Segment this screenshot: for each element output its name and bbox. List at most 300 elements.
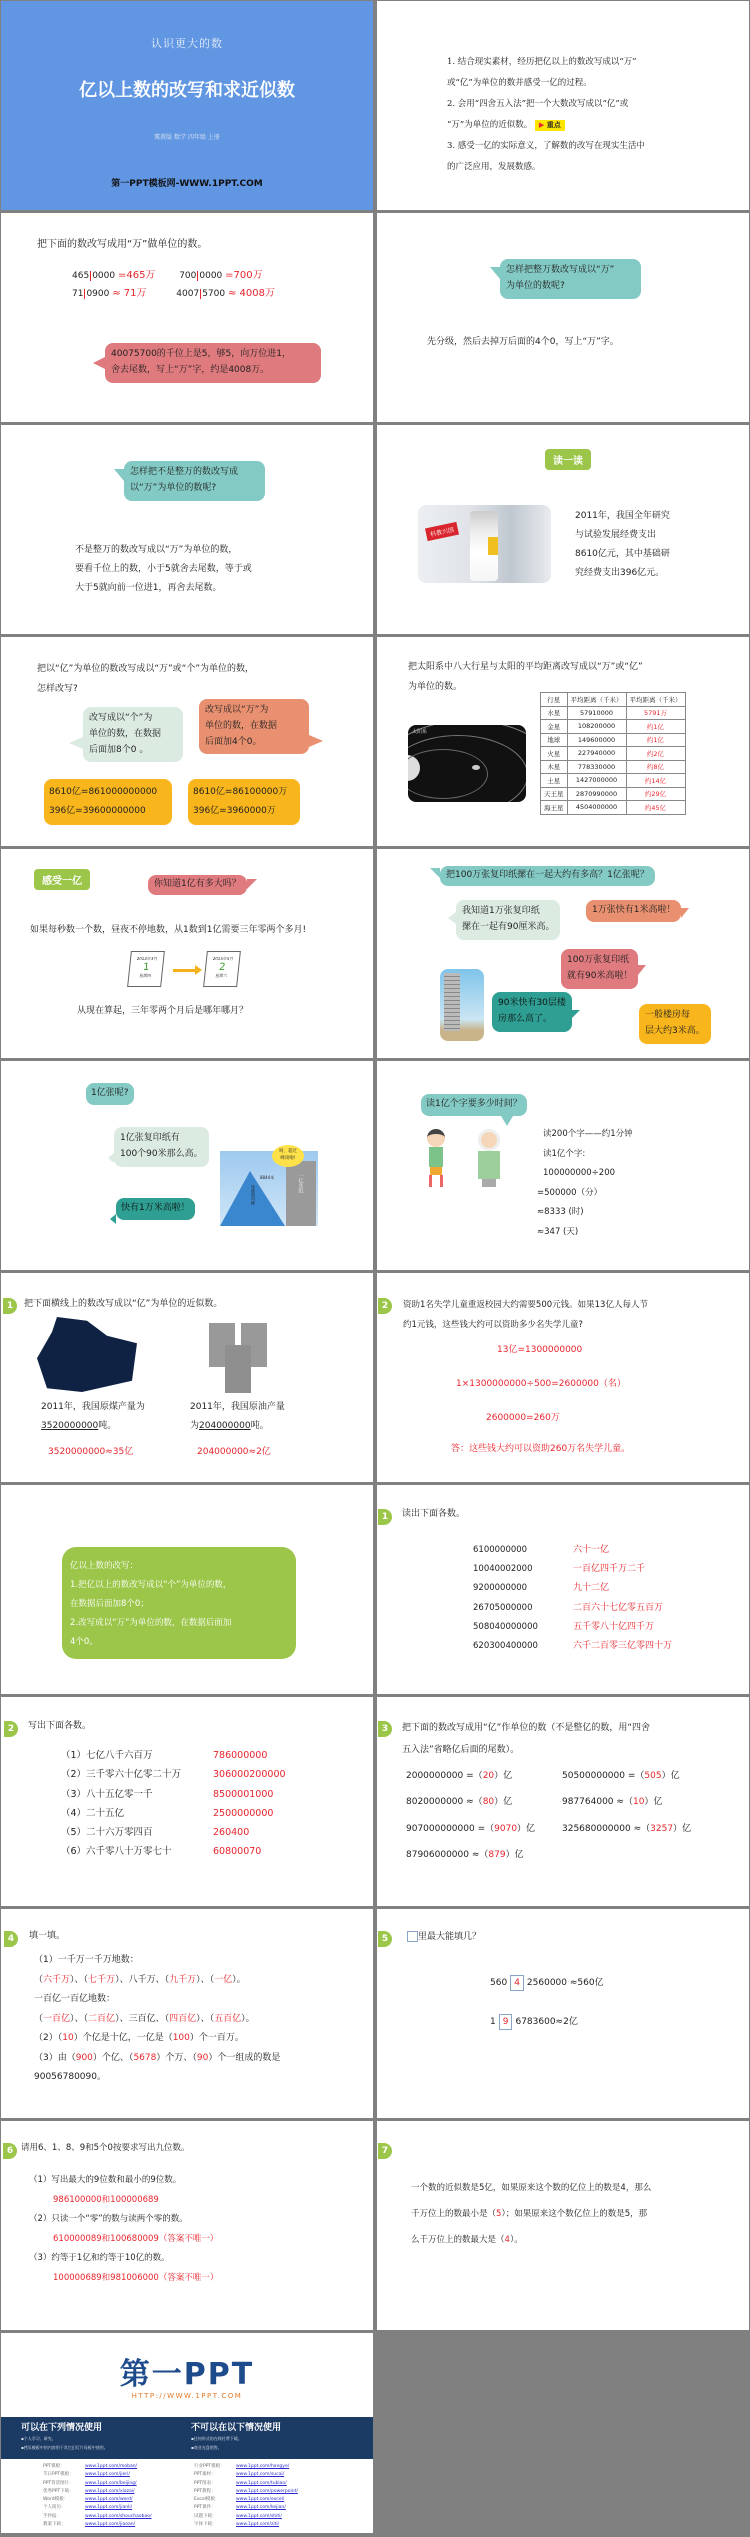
answer: 九千万 <box>169 1974 197 1985</box>
body-line: 一个数的近似数是5亿，如果原来这个数的亿位上的数是4，那么 <box>411 2183 652 2193</box>
calendar-day: 2 <box>218 962 226 973</box>
link-row <box>43 2496 151 2504</box>
operator: ≈（ <box>633 1824 651 1834</box>
bubble-line: 怎样把不是整万的数改写成 <box>130 467 239 477</box>
link-label: PPT背景图片： <box>43 2480 74 2486</box>
building-image <box>440 969 484 1041</box>
slide-13-coal-oil[interactable] <box>1 1273 373 1482</box>
number: 508040000000 <box>473 1621 538 1632</box>
prompt-line: 约1元钱，这些钱大约可以资助多少名失学儿童? <box>403 1320 583 1330</box>
chinese-number: （2）三千零六十亿零二十万 <box>61 1769 182 1781</box>
bubble-wan <box>199 699 309 754</box>
link-label: 手抄报： <box>43 2513 61 2519</box>
stack-label: 一亿张纸 <box>297 1173 304 1193</box>
slide-6-read[interactable] <box>377 425 749 634</box>
table-row <box>541 760 686 774</box>
time-question: 从现在算起，三年零两个月后是哪年哪月？ <box>77 1006 249 1016</box>
table-row <box>541 720 686 734</box>
link-label: PPT模板： <box>43 2464 65 2469</box>
arrow-head-icon <box>195 965 202 975</box>
link-jieri[interactable]: www.1ppt.com/jieri/ <box>85 2472 130 2478</box>
rule-line: 不是整万的数改写成以“万”为单位的数， <box>75 545 238 555</box>
number-part: 0900 <box>86 289 110 299</box>
counting-fact: 如果每秒数一个数，昼夜不停地数，从1数到1亿需要三年零两个多月! <box>30 925 307 935</box>
link-label: 字体下载： <box>194 2522 217 2528</box>
rewrite-item <box>406 1848 524 1862</box>
slide-11-yi-sheets[interactable] <box>1 1061 373 1270</box>
answer: 一亿 <box>214 1974 233 1985</box>
slide-23-credits[interactable] <box>1 2333 373 2533</box>
bubble-text: 1亿张呢? <box>91 1088 129 1098</box>
text: ）、（ <box>70 2013 89 2024</box>
calendar-head: 2012年3月 <box>136 956 158 961</box>
exercise-prompt: 写出下面各数。 <box>28 1721 92 1731</box>
exercise-prompt <box>403 1295 648 1335</box>
answer: 100000689和981006000（答案不唯一） <box>53 2272 219 2283</box>
text: ）。 <box>232 1974 246 1985</box>
slide-4-whole-wan[interactable] <box>377 213 749 422</box>
answer: 786000000 <box>213 1750 268 1761</box>
answer: 20 <box>482 1771 495 1781</box>
exercise-number-badge: 7 <box>378 2143 392 2159</box>
underlined-number: 204000000 <box>199 1421 251 1431</box>
bubble-line: 单位的数，在数据 <box>89 728 162 739</box>
rule-line: 大于5就向前一位进1，再舍去尾数。 <box>75 583 222 593</box>
unit: 吨。 <box>250 1421 269 1431</box>
exercise-prompt <box>402 1717 650 1761</box>
text-line: 2011年，我国全年研究 <box>575 511 670 521</box>
objective-text: “万”为单位的近似数。 <box>447 120 533 130</box>
slide-21-nine-digit[interactable] <box>1 2121 373 2330</box>
question-bubble <box>440 866 655 886</box>
lab-photo <box>418 505 551 583</box>
result-line: 8610亿=86100000万 <box>193 787 288 797</box>
site-watermark: 第一PPT模板网-WWW.1PPT.COM <box>111 179 263 189</box>
number-part: 6783600≈2亿 <box>515 2017 578 2027</box>
bubble-line: 一般楼房每 <box>645 1010 691 1020</box>
exercise-number-badge: 4 <box>4 1931 18 1947</box>
exclaim-cloud <box>272 1145 304 1167</box>
link-hangye[interactable]: www.1ppt.com/hangye/ <box>236 2464 290 2469</box>
text: （ <box>34 1974 44 1985</box>
number: 9200000000 <box>473 1583 528 1594</box>
prompt-line: 把以“亿”为单位的数改写成以“万”或“个”为单位的数， <box>37 664 254 674</box>
bubble-90m <box>561 949 638 989</box>
reading: 六十一亿 <box>573 1545 610 1555</box>
link-shiti[interactable]: www.1ppt.com/shiti/ <box>236 2513 282 2519</box>
slide-9-feel-yi[interactable] <box>1 849 373 1058</box>
exercise-number-badge: 3 <box>378 1721 392 1737</box>
exercise-number-badge: 2 <box>4 1721 18 1737</box>
link-beijing[interactable]: www.1ppt.com/beijing/ <box>85 2480 137 2486</box>
number-part: 560 <box>490 1978 508 1988</box>
rewrite-item <box>562 1822 691 1836</box>
link-label: 试题下载： <box>194 2513 217 2519</box>
cell: 4504000000 <box>567 801 626 815</box>
text: ）、八千万、（ <box>115 1974 170 1985</box>
bubble-line: 以“万”为单位的数呢? <box>130 482 217 493</box>
bubble-text: 把100万张复印纸摞在一起大约有多高？1亿张呢？ <box>446 870 649 880</box>
bubble-text: 1万张快有1米高啦！ <box>592 905 676 915</box>
feel-yi-tag: 感受一亿 <box>34 869 90 890</box>
link-word[interactable]: www.1ppt.com/word/ <box>85 2497 133 2503</box>
planet-distance-table <box>540 692 686 815</box>
operator: ≈（ <box>471 1850 489 1860</box>
slide-18-rewrite-yi[interactable] <box>377 1697 749 1906</box>
link-xiazai[interactable]: www.1ppt.com/xiazai/ <box>85 2488 135 2494</box>
link-row <box>194 2521 298 2529</box>
coal-fact <box>41 1398 145 1436</box>
box-ge-results <box>44 779 172 825</box>
table-row <box>541 787 686 801</box>
answer-box: 4 <box>510 1975 524 1991</box>
answer: 100 <box>172 2033 190 2043</box>
slide-3-rewrite-wan[interactable] <box>1 213 373 422</box>
header-cell: 平均距离（千米） <box>567 693 626 707</box>
answer-box: 9 <box>499 2014 513 2030</box>
number: 907000000000 <box>406 1824 475 1834</box>
solution-step: 13亿=1300000000 <box>497 1345 583 1355</box>
answer: 六千万 <box>43 1974 71 1985</box>
approx-body <box>411 2175 651 2253</box>
fact-line: 2011年，我国原油产量 <box>190 1402 285 1412</box>
text: ）；如果原来这个数亿位上的数是5，那 <box>501 2209 648 2219</box>
rewrite-item <box>562 1795 662 1809</box>
solution-step: 1×1300000000÷500=2600000（名） <box>456 1379 626 1389</box>
fill-line: 90056780090。 <box>34 2072 106 2082</box>
link-tubiao[interactable]: www.1ppt.com/tubiao/ <box>236 2480 287 2486</box>
prompt-line: 为单位的数。 <box>408 682 463 692</box>
cell: 海王星 <box>541 801 568 815</box>
cell: 天王星 <box>541 787 568 801</box>
digit-equation <box>490 1975 604 1991</box>
table-row <box>541 801 686 815</box>
calc-line: ≈347 (天) <box>537 1226 579 1237</box>
text: ）个一百万。 <box>189 2033 244 2043</box>
operator: =（ <box>627 1771 645 1781</box>
link-moban[interactable]: www.1ppt.com/moban/ <box>85 2464 138 2469</box>
slide-7-yi-to-wan[interactable] <box>1 637 373 846</box>
number-part: 700 <box>179 271 197 281</box>
answer: =465万 <box>117 270 156 281</box>
answer: 9070 <box>494 1824 518 1834</box>
box-wan-results <box>188 779 300 825</box>
objective-line-with-badge <box>447 115 645 136</box>
calc-line: =500000（分） <box>537 1187 603 1198</box>
link-row <box>194 2513 298 2521</box>
answer: =700万 <box>225 270 263 281</box>
links-right <box>194 2463 298 2529</box>
summary-line: 1.把亿以上的数改写成以“个”为单位的数， <box>70 1580 232 1590</box>
cell: 约29亿 <box>626 787 685 801</box>
link-label: 节日PPT模板： <box>43 2472 74 2478</box>
slide-22-approx[interactable] <box>377 2121 749 2330</box>
fact-line: 2011年，我国原煤产量为 <box>41 1402 145 1412</box>
calculation <box>537 1125 633 1242</box>
prompt-line: 资助1名失学儿童重返校园大约需要500元钱。如果13亿人每人节 <box>403 1300 648 1310</box>
bubble-line: 后面加4个0。 <box>205 736 262 747</box>
operator: =（ <box>477 1824 495 1834</box>
logo-url: HTTP://WWW.1PPT.COM <box>131 2392 243 2400</box>
link-shouchaobao[interactable]: www.1ppt.com/shouchaobao/ <box>85 2513 152 2519</box>
answer: 七千万 <box>88 1974 116 1985</box>
number-part: 5700 <box>202 289 226 299</box>
text: ）个万、（ <box>156 2052 197 2063</box>
objective-line: 3. 感受一亿的实际意义，了解数的改写在现实生活中 <box>447 141 645 151</box>
reading: 六千二百零三亿零四十万 <box>573 1641 673 1652</box>
flag-icon: ▶ <box>538 121 545 129</box>
text-line: 与试验发展经费支出 <box>575 530 657 540</box>
link-kejian[interactable]: www.1ppt.com/kejian/ <box>236 2505 286 2511</box>
number-list <box>473 1541 538 1656</box>
height-label: 8844米 <box>260 1175 275 1180</box>
rewrite-item <box>406 1822 535 1836</box>
slide-10-paper-height[interactable] <box>377 849 749 1058</box>
calendar-start-icon <box>127 951 165 987</box>
boy-figure <box>423 1129 449 1194</box>
cell: 约8亿 <box>626 760 685 774</box>
link-label: PPT素材： <box>194 2472 216 2478</box>
link-jianli[interactable]: www.1ppt.com/jianli/ <box>85 2505 133 2511</box>
link-row <box>43 2488 151 2496</box>
number-part: 2560000 ≈560亿 <box>526 1978 604 1988</box>
slide-20-max-digit[interactable] <box>377 1909 749 2118</box>
mountain-name: 珠穆朗玛峰 <box>251 1185 256 1205</box>
cell: 2870990000 <box>567 787 626 801</box>
cell: 木星 <box>541 760 568 774</box>
exercise-prompt: 请用6、1、8、9和5个0按要求写出九位数。 <box>21 2143 190 2153</box>
answer: 610000089和100680009（答案不唯一） <box>53 2233 219 2244</box>
link-powerpoint[interactable]: www.1ppt.com/powerpoint/ <box>236 2488 298 2494</box>
cell: 约45亿 <box>626 801 685 815</box>
slide-19-fill-in[interactable] <box>1 1909 373 2118</box>
summary-line: 4个0。 <box>70 1637 98 1647</box>
bubble-line: 我知道1万张复印纸 <box>462 906 540 916</box>
slide-15-summary[interactable] <box>1 1485 373 1694</box>
reading: 一百亿四千万二千 <box>573 1564 646 1575</box>
cell: 约1亿 <box>626 733 685 747</box>
calendar-head: 2015年5月 <box>212 956 234 961</box>
link-excel[interactable]: www.1ppt.com/excel/ <box>236 2497 285 2503</box>
fill-line <box>34 2029 280 2049</box>
slide-14-donation[interactable] <box>377 1273 749 1482</box>
text: 千万位上的数最小是（ <box>411 2209 497 2219</box>
calc-line: 读1亿个字: <box>543 1148 586 1159</box>
oil-fact <box>190 1398 285 1436</box>
exercise-number-badge: 5 <box>378 1931 392 1947</box>
answer: 四百亿 <box>169 2013 197 2024</box>
header-cell: 行星 <box>541 693 568 707</box>
prefix: 为 <box>190 1421 200 1431</box>
link-row <box>43 2513 151 2521</box>
bubble-line: 1亿张复印纸有 <box>120 1133 180 1143</box>
read-tag: 读一读 <box>545 449 591 470</box>
text: ）、（ <box>196 1974 215 1985</box>
oil-barrels-image <box>209 1323 275 1393</box>
text-line: 8610亿元，其中基础研 <box>575 549 670 559</box>
answer: 505 <box>644 1771 662 1781</box>
bubble-line: 100万张复印纸 <box>567 955 630 965</box>
reading-list <box>573 1541 672 1656</box>
bubble-3m-floor <box>639 1004 711 1044</box>
answer: 90 <box>196 2052 209 2063</box>
result-line: 8610亿=861000000000 <box>49 787 158 797</box>
cannot-use-title: 不可以在以下情况使用 <box>191 2423 282 2433</box>
text-line: 究经费支出396亿元。 <box>575 568 665 578</box>
link-jiaoan[interactable]: www.1ppt.com/jiaoan/ <box>85 2522 136 2528</box>
unit: ）亿 <box>517 1824 536 1834</box>
number: 987764000 <box>562 1797 614 1807</box>
link-label: PPT教程： <box>194 2488 216 2494</box>
text: ）。 <box>509 2235 523 2245</box>
operator: =（ <box>466 1771 483 1781</box>
paper-stack-shape <box>286 1161 316 1226</box>
rewrite-rows <box>72 267 275 303</box>
rewrite-row <box>72 285 275 303</box>
fact-line <box>41 1417 145 1436</box>
rule-text <box>75 541 252 598</box>
answer: 2500000000 <box>213 1807 274 1819</box>
answer: 5678 <box>133 2052 157 2063</box>
exercise-number-badge: 2 <box>378 1298 392 1314</box>
link-row <box>194 2471 298 2479</box>
cell: 778330000 <box>567 760 626 774</box>
reading: 五千零八十亿四千万 <box>573 1621 655 1632</box>
bubble-line: 100个90米那么高。 <box>120 1148 203 1159</box>
bubble-line: 改写成以“个”为 <box>89 713 153 723</box>
cell: 约1亿 <box>626 720 685 734</box>
cell: 地球 <box>541 733 568 747</box>
calc-line: 100000000÷200 <box>543 1168 616 1178</box>
sub-question: （1）写出最大的9位数和最小的9位数。 <box>29 2175 182 2185</box>
unit: ）亿 <box>494 1797 513 1807</box>
link-label: PPT图表： <box>194 2480 216 2486</box>
number: 50500000000 <box>562 1771 625 1781</box>
unit: ）亿 <box>644 1797 663 1807</box>
cell: 土星 <box>541 774 568 788</box>
result-line: 396亿=39600000000 <box>49 806 146 816</box>
body-line <box>411 2201 651 2227</box>
answer: 60800070 <box>213 1846 262 1858</box>
operator: ≈（ <box>616 1797 633 1807</box>
bubble-ge <box>83 707 183 762</box>
bubble-line: 摞在一起有90厘米高。 <box>462 921 555 932</box>
calc-line: 读200个字——约1分钟 <box>543 1129 633 1139</box>
link-row <box>43 2471 151 2479</box>
table-row <box>541 733 686 747</box>
ppt-logo: 第一PPT <box>119 2357 255 2392</box>
solution-step: 2600000=260万 <box>486 1413 560 1423</box>
answer: 4 <box>504 2235 510 2245</box>
grandpa-figure <box>475 1129 503 1191</box>
slide-16-read-numbers[interactable] <box>377 1485 749 1694</box>
bubble-text: 快有1万米高啦！ <box>121 1203 190 1213</box>
unit: ）亿 <box>673 1824 692 1834</box>
calendar-foot: 星期四 <box>139 973 152 978</box>
bubble-line: 单位的数，在数据 <box>205 720 278 731</box>
rewrite-item <box>562 1769 680 1783</box>
answer: 900 <box>75 2052 93 2063</box>
link-label: 个人简历： <box>43 2505 66 2511</box>
question-bubble <box>148 875 247 895</box>
table-row <box>541 774 686 788</box>
bubble-line: 舍去尾数，写上“万”字，约是4008万。 <box>111 364 270 375</box>
solution-answer: 答：这些钱大约可以资助260万名失学儿童。 <box>451 1444 631 1454</box>
link-label: PPT课件： <box>194 2505 216 2511</box>
link-row <box>43 2480 151 2488</box>
unit: 吨。 <box>98 1421 117 1431</box>
bubble-line: 改写成以“万”为 <box>205 705 269 715</box>
cloud-line: 呀，超过 <box>279 1149 297 1154</box>
slide-8-planets[interactable] <box>377 637 749 846</box>
deck-subtitle: 认识更大的数 <box>151 37 223 50</box>
link-sucai[interactable]: www.1ppt.com/sucai/ <box>236 2472 285 2478</box>
answer: 3257 <box>650 1824 674 1834</box>
chinese-number: （5）二十六万零四百 <box>61 1827 153 1839</box>
answer: 一百亿 <box>43 2013 71 2024</box>
arrow-icon <box>173 969 197 972</box>
sub-question: （3）约等于1亿和约等于10亿的数。 <box>29 2253 170 2263</box>
slide-12-reading-time[interactable] <box>377 1061 749 1270</box>
number: 87906000000 <box>406 1850 469 1860</box>
summary-line: 在数据后面加8个0； <box>70 1599 149 1609</box>
cannot-use-item: ▪任何形式的在线付费下载。 <box>191 2436 242 2441</box>
bubble-line: 为单位的数呢? <box>506 280 565 291</box>
answer: 10 <box>632 1797 645 1807</box>
fill-in-body <box>34 1951 280 2088</box>
body-line <box>411 2227 651 2253</box>
exercise-number-badge: 1 <box>3 1298 17 1314</box>
exercise-prompt: 读出下面各数。 <box>402 1509 466 1519</box>
slide-2-objectives[interactable] <box>377 1 749 210</box>
header-cell: 平均距离（千米） <box>626 693 685 707</box>
digit-equation <box>490 2014 578 2030</box>
answer: 879 <box>488 1850 506 1860</box>
slide-5-non-whole-wan[interactable] <box>1 425 373 634</box>
text: （ <box>34 2013 44 2024</box>
table-row <box>541 747 686 761</box>
digit-answers <box>213 1746 286 1862</box>
chinese-number: （6）六千零八十万零七十 <box>61 1846 172 1858</box>
oil-answer: 204000000≈2亿 <box>197 1447 271 1457</box>
answer: 8500001000 <box>213 1788 274 1800</box>
link-ziti[interactable]: www.1ppt.com/ziti/ <box>236 2522 280 2528</box>
prompt-line: 五入法”省略亿后面的尾数）。 <box>402 1745 520 1755</box>
solar-system-image <box>408 725 526 802</box>
deck-meta: 冀教版 数学 四年级 上册 <box>154 134 220 141</box>
chinese-number-list <box>61 1746 181 1862</box>
summary-box <box>62 1547 296 1659</box>
slide-1-title[interactable] <box>1 1 373 210</box>
bubble-line: 就有90米高啦！ <box>567 970 633 981</box>
exercise-prompt <box>407 1930 481 1944</box>
objective-line: 的广泛应用，发展数感。 <box>447 162 541 172</box>
exercise-prompt: 填一填。 <box>29 1931 66 1941</box>
slide-17-write-numbers[interactable] <box>1 1697 373 1906</box>
number-part: 465 <box>72 271 90 281</box>
exercise-number-badge: 6 <box>3 2143 17 2159</box>
image-label: 太阳系 <box>412 729 428 735</box>
bubble-line: 房那么高了。 <box>498 1013 553 1024</box>
reading: 二百六十七亿零五百万 <box>573 1602 664 1613</box>
deck-title: 亿以上数的改写和求近似数 <box>79 80 295 101</box>
chinese-number: （4）二十五亿 <box>61 1807 125 1819</box>
rewrite-row <box>72 267 275 285</box>
bubble-text: 读1亿个字要多少时间？ <box>426 1099 522 1109</box>
bubble-line: 怎样把整万数改写成以“万” <box>506 265 615 275</box>
exercise-prompt: 把下面横线上的数改写成以“亿”为单位的近似数。 <box>24 1299 223 1309</box>
prompt-line: 把下面的数改写成用“亿”作单位的数（不是整亿的数，用“四舍 <box>402 1723 650 1733</box>
